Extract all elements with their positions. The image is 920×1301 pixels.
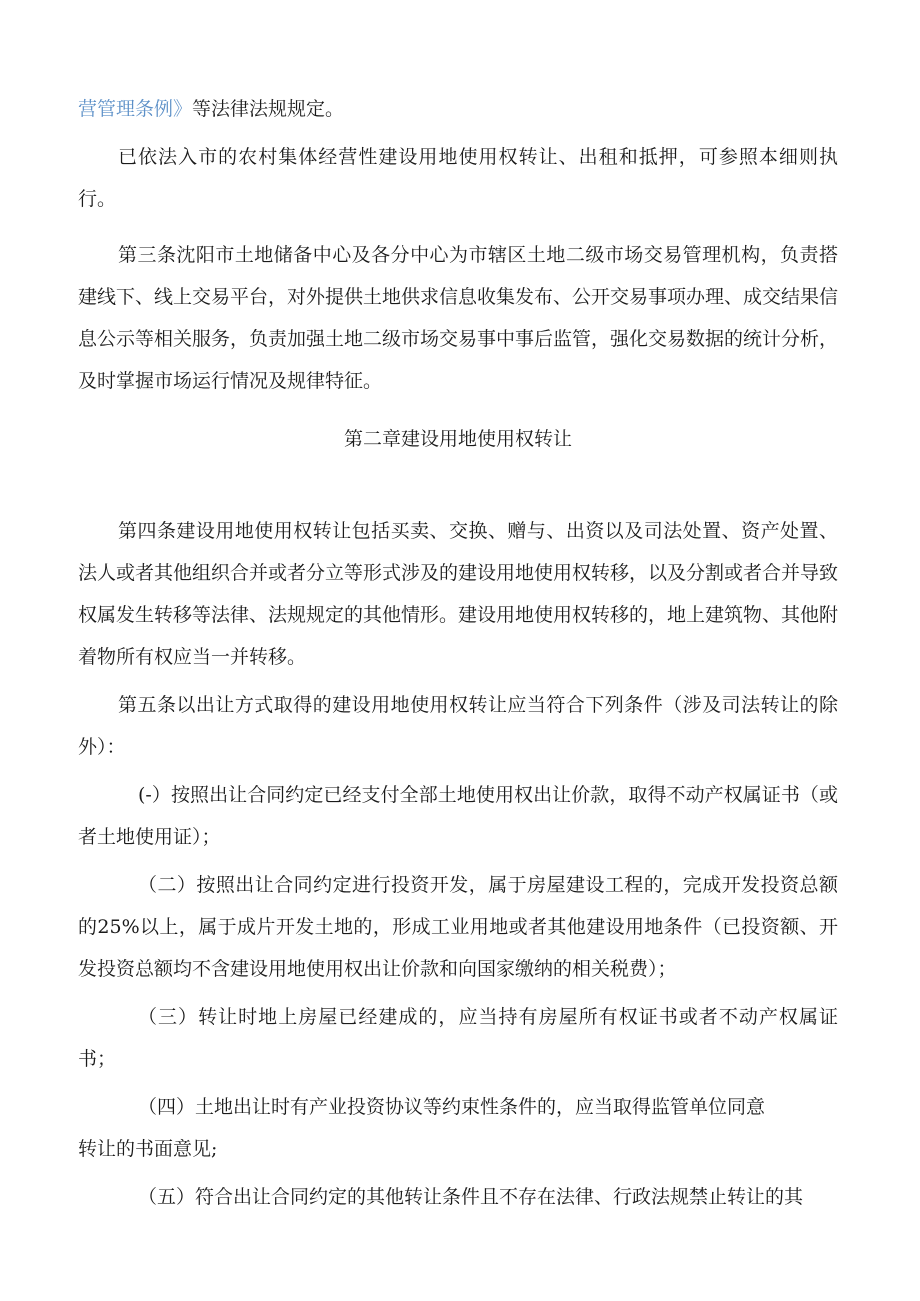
article-5-item-2: （二）按照出让合同约定进行投资开发，属于房屋建设工程的，完成开发投资总额的25%以上，属于成片开发土地的，形成工业用地或者其他建设用地条件（已投资额、开发投资总额均不含建设用地使用权出让价款和向国家缴纳的相关税费）； <box>78 874 838 980</box>
paragraph-continuation <box>78 88 838 130</box>
regulation-link[interactable]: 营管理条例》 <box>78 98 193 120</box>
article-5-item-1: (-）按照出让合同约定已经支付全部土地使用权出让价款，取得不动产权属证书（或者土地使用证）； <box>78 784 838 848</box>
document-body <box>78 88 838 1218</box>
article-5: 第五条以出让方式取得的建设用地使用权转让应当符合下列条件（涉及司法转让的除外）： <box>78 694 838 758</box>
chapter-2-title: 第二章建设用地使用权转让 <box>343 428 572 450</box>
article-5-item-3: （三）转让时地上房屋已经建成的，应当持有房屋所有权证书或者不动产权属证书； <box>78 1006 838 1070</box>
article-5-item-4-line-2: 转让的书面意见; <box>78 1138 218 1160</box>
article-3: 第三条沈阳市土地储备中心及各分中心为市辖区土地二级市场交易管理机构，负责搭建线下、线上交易平台，对外提供土地供求信息收集发布、公开交易事项办理、成交结果信息公示等相关服务，负责加强土地二级市场交易事中事后监管，强化交易数据的统计分析，及时掌握市场运行情况及规律特征。 <box>78 244 839 392</box>
article-4: 第四条建设用地使用权转让包括买卖、交换、赠与、出资以及司法处置、资产处置、法人或者其他组织合并或者分立等形式涉及的建设用地使用权转移，以及分割或者合并导致权属发生转移等法律、法规规定的其他情形。建设用地使用权转移的，地上建筑物、其他附着物所有权应当一并转移。 <box>78 520 839 668</box>
paragraph-collective-land: 已依法入市的农村集体经营性建设用地使用权转让、出租和抵押，可参照本细则执行。 <box>78 146 838 210</box>
paragraph-continuation-text: 等法律法规规定。 <box>192 98 345 120</box>
article-5-item-5: （五）符合出让合同约定的其他转让条件且不存在法律、行政法规禁止转让的其 <box>138 1186 804 1208</box>
article-5-item-4-line-1: （四）土地出让时有产业投资协议等约束性条件的，应当取得监管单位同意 <box>138 1096 766 1118</box>
